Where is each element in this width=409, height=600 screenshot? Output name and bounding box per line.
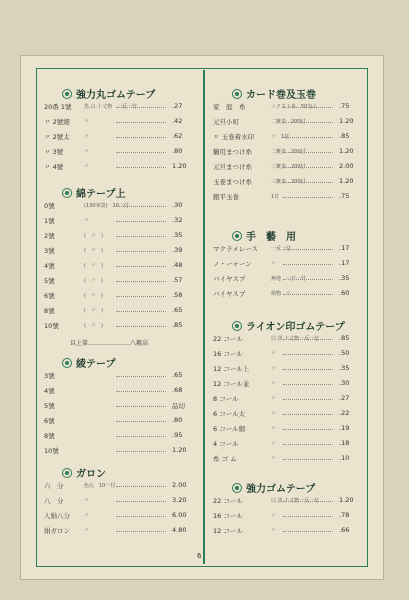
leader-dots <box>116 99 166 108</box>
leader-dots <box>116 398 166 407</box>
item-name: 12 コール上 <box>213 365 250 373</box>
item-name: 22 コール <box>213 335 243 343</box>
circle-mark-icon <box>62 468 72 478</box>
section-title-text: 綿テープ上 <box>76 189 126 200</box>
price-row <box>213 364 361 376</box>
price-row <box>213 102 361 114</box>
leader-dots <box>283 361 333 370</box>
leader-dots <box>283 99 333 108</box>
item-description: 〃 <box>271 441 277 447</box>
item-name: 8號 <box>44 432 55 440</box>
leader-dots <box>116 428 166 437</box>
item-description: 二鍍表 200付 <box>271 149 306 155</box>
price-row <box>213 132 361 144</box>
page-number: 6 <box>197 552 202 560</box>
item-description: 無地 一打一付 <box>271 276 307 282</box>
leader-dots <box>283 421 333 430</box>
circle-mark-icon <box>232 483 242 493</box>
item-price: 6.00 <box>172 511 187 519</box>
leader-dots <box>116 383 166 392</box>
item-price: 1.20 <box>172 446 187 454</box>
leader-dots <box>116 318 166 327</box>
leader-dots <box>116 508 166 517</box>
price-row <box>213 511 361 523</box>
section-title-text: ライオン印ゴムテープ <box>246 322 345 333</box>
leader-dots <box>116 288 166 297</box>
item-price: .62 <box>172 132 183 140</box>
item-name: 六 分 <box>44 482 64 490</box>
item-price: .18 <box>339 439 350 447</box>
item-name: 6 コール細 <box>213 425 246 433</box>
item-description: 〃 <box>271 426 277 432</box>
price-row <box>213 192 361 204</box>
item-description: 〃 <box>84 134 90 140</box>
item-name: 16 コール <box>213 350 243 358</box>
price-row <box>213 454 361 466</box>
item-price: .30 <box>172 201 183 209</box>
leader-dots <box>283 159 333 168</box>
item-description: ( 〃 ) <box>84 293 103 299</box>
price-row <box>44 201 194 213</box>
price-row <box>44 117 194 129</box>
item-name: 元旦小町 <box>213 118 239 126</box>
leader-dots <box>283 129 333 138</box>
item-name: 家 庭 糸 <box>213 103 246 111</box>
section-title-text: ガロン <box>76 469 106 480</box>
circle-mark-icon <box>62 358 72 368</box>
leader-dots <box>116 478 166 487</box>
item-name: 12 コール <box>213 527 243 535</box>
item-description: 三鍍表 200付 <box>271 164 306 170</box>
item-description: 一反一付 <box>271 246 292 252</box>
item-name: バイヤスプ <box>213 275 246 283</box>
price-row <box>44 386 194 398</box>
item-name: 0號 <box>44 202 55 210</box>
item-price: .35 <box>172 231 183 239</box>
leader-dots <box>116 493 166 502</box>
item-price: .65 <box>172 371 183 379</box>
item-price: .19 <box>339 424 350 432</box>
item-price: 1.20 <box>172 162 187 170</box>
item-price: .27 <box>339 394 350 402</box>
price-row <box>213 334 361 346</box>
item-price: .78 <box>339 511 350 519</box>
item-price: .22 <box>339 409 350 417</box>
item-price: 1.20 <box>339 117 354 125</box>
item-description: ( 〃 ) <box>84 323 103 329</box>
item-name: 10號 <box>44 447 59 455</box>
circle-mark-icon <box>232 231 242 241</box>
item-name: 6號 <box>44 417 55 425</box>
leader-dots <box>283 391 333 400</box>
item-name: 16 コール <box>213 512 243 520</box>
column-divider <box>203 70 205 564</box>
item-name: 8 コール <box>213 395 239 403</box>
item-description: 白.黒 十丈物一反一付 <box>271 498 320 504</box>
item-description: ( 〃 ) <box>84 308 103 314</box>
price-row <box>213 259 361 271</box>
price-row <box>213 162 361 174</box>
price-row <box>213 177 361 189</box>
section-title <box>62 355 116 370</box>
section-title-text: 手 藝 用 <box>246 232 296 243</box>
item-name: 4 コール <box>213 440 239 448</box>
item-name: 3號 <box>44 247 55 255</box>
item-price: .42 <box>172 117 183 125</box>
circle-mark-icon <box>62 89 72 99</box>
leader-dots <box>283 406 333 415</box>
circle-mark-icon <box>62 188 72 198</box>
price-row <box>44 162 194 174</box>
item-price: .75 <box>339 102 350 110</box>
leader-dots <box>283 256 333 265</box>
item-description: ( 〃 ) <box>84 248 103 254</box>
leader-dots <box>116 273 166 282</box>
item-name: 〃 玉巻着水印 <box>213 133 255 141</box>
leader-dots <box>283 241 333 250</box>
item-name: 12 コール並 <box>213 380 250 388</box>
item-name: 20番 1號 <box>44 103 72 111</box>
leader-dots <box>283 174 333 183</box>
item-price: .58 <box>172 291 183 299</box>
item-description: (130米袋) 10一付 <box>84 203 129 209</box>
item-price: 品切 <box>172 402 185 410</box>
item-description: 〃 <box>271 381 277 387</box>
leader-dots <box>283 346 333 355</box>
price-row <box>213 274 361 286</box>
item-description: ( 〃 ) <box>84 233 103 239</box>
item-price: 1.20 <box>339 496 354 504</box>
price-row <box>44 321 194 333</box>
item-name: 〃 2號太 <box>44 133 70 141</box>
price-row <box>213 349 361 361</box>
item-price: .80 <box>172 416 183 424</box>
item-name: 〃 4號 <box>44 163 64 171</box>
item-description: 〃 <box>84 164 90 170</box>
price-row <box>213 526 361 538</box>
item-description: ( 〃 ) <box>84 278 103 284</box>
leader-dots <box>283 271 333 280</box>
item-name: 5號 <box>44 277 55 285</box>
price-row <box>213 496 361 508</box>
item-price: .35 <box>339 364 350 372</box>
item-price: .66 <box>339 526 350 534</box>
item-price: .10 <box>339 454 350 462</box>
price-row <box>213 117 361 129</box>
item-price: 3.20 <box>172 496 187 504</box>
item-description: 〃 <box>271 456 277 462</box>
item-price: .17 <box>339 244 350 252</box>
leader-dots <box>283 451 333 460</box>
item-price: 2.00 <box>172 481 187 489</box>
leader-dots <box>116 144 166 153</box>
item-description: 〃 <box>84 498 90 504</box>
item-name: 3號 <box>44 372 55 380</box>
circle-mark-icon <box>232 321 242 331</box>
item-price: .17 <box>339 259 350 267</box>
item-description: 〃 <box>271 411 277 417</box>
item-name: 鶴用まつけ糸 <box>213 148 252 156</box>
price-row <box>44 511 194 523</box>
item-name: 22 コール <box>213 497 243 505</box>
leader-dots <box>116 228 166 237</box>
price-row <box>44 371 194 383</box>
price-row <box>213 244 361 256</box>
item-name: 4號 <box>44 262 55 270</box>
item-description: 〃 <box>271 351 277 357</box>
item-price: 2.00 <box>339 162 354 170</box>
leader-dots <box>283 331 333 340</box>
item-description: 色込 10一付 <box>84 483 116 489</box>
item-name: バイヤスプ <box>213 290 246 298</box>
section-title <box>62 465 106 480</box>
circle-mark-icon <box>232 89 242 99</box>
item-price: .65 <box>172 306 183 314</box>
item-name: 〃 2號細 <box>44 118 70 126</box>
price-row <box>44 401 194 413</box>
item-price: .85 <box>172 321 183 329</box>
price-row <box>213 379 361 391</box>
leader-dots <box>283 523 333 532</box>
item-name: 5號 <box>44 402 55 410</box>
item-description: 白.黒 十丈物一反一付 <box>271 336 320 342</box>
item-price: .48 <box>172 261 183 269</box>
section-title-text: 強力ゴムテープ <box>246 484 316 495</box>
price-row <box>213 289 361 301</box>
price-row <box>213 147 361 159</box>
item-description: ( 〃 ) <box>84 263 103 269</box>
item-name: 2號 <box>44 232 55 240</box>
section-title-text: 綾テープ <box>76 359 116 370</box>
price-row <box>44 147 194 159</box>
price-row <box>213 439 361 451</box>
leader-dots <box>116 303 166 312</box>
item-description: ニクスト糸 50匁入 <box>271 104 318 110</box>
item-description: 黒.白.十丈物 一反一付 <box>84 104 138 110</box>
item-name: ノ・ーャーン <box>213 260 252 268</box>
section-title-text: 強力丸ゴムテープ <box>76 90 156 101</box>
leader-dots <box>283 493 333 502</box>
leader-dots <box>116 114 166 123</box>
item-name: マクラメレース <box>213 245 258 253</box>
item-description: 〃 <box>271 396 277 402</box>
leader-dots <box>116 413 166 422</box>
section-title-text: カード巻及玉巻 <box>246 90 316 101</box>
item-description: 二鍍表 200付 <box>271 119 306 125</box>
item-description: 三鍍表 200付 <box>271 179 306 185</box>
note-line: 以上第…………………八鍍高 <box>70 340 149 347</box>
item-description: 1付 <box>271 194 280 200</box>
item-name: 〃 3號 <box>44 148 64 156</box>
leader-dots <box>116 258 166 267</box>
item-description: 〃 <box>271 513 277 519</box>
item-price: .39 <box>172 246 183 254</box>
price-row <box>44 216 194 228</box>
price-row <box>44 246 194 258</box>
item-name: 糸 ゴ ム <box>213 455 237 463</box>
item-price: 1.20 <box>339 147 354 155</box>
item-price: .35 <box>339 274 350 282</box>
leader-dots <box>283 189 333 198</box>
item-price: .27 <box>172 102 183 110</box>
item-price: .85 <box>339 132 350 140</box>
item-name: 1號 <box>44 217 55 225</box>
item-price: .80 <box>172 147 183 155</box>
item-price: .68 <box>172 386 183 394</box>
leader-dots <box>283 436 333 445</box>
leader-dots <box>283 144 333 153</box>
item-name: 6號 <box>44 292 55 300</box>
price-row <box>44 416 194 428</box>
item-description: 〃 <box>271 528 277 534</box>
price-row <box>213 424 361 436</box>
item-price: 4.80 <box>172 526 187 534</box>
item-description: 〃 <box>84 149 90 155</box>
price-row <box>44 276 194 288</box>
leader-dots <box>116 159 166 168</box>
leader-dots <box>116 443 166 452</box>
item-price: .50 <box>339 349 350 357</box>
item-price: .75 <box>339 192 350 200</box>
item-description: 柄物 〃 <box>271 291 292 297</box>
item-name: 八 分 <box>44 497 64 505</box>
item-price: .95 <box>172 431 183 439</box>
leader-dots <box>116 243 166 252</box>
item-name: 8號 <box>44 307 55 315</box>
item-price: .85 <box>339 334 350 342</box>
price-row <box>44 446 194 458</box>
leader-dots <box>116 129 166 138</box>
leader-dots <box>116 213 166 222</box>
leader-dots <box>116 368 166 377</box>
item-name: 銀平玉巻 <box>213 193 239 201</box>
item-price: .30 <box>339 379 350 387</box>
item-name: 6 コール太 <box>213 410 246 418</box>
price-row <box>213 394 361 406</box>
leader-dots <box>283 376 333 385</box>
price-row <box>44 231 194 243</box>
item-name: 4號 <box>44 387 55 395</box>
item-description: 〃 <box>84 513 90 519</box>
item-description: 〃 <box>271 366 277 372</box>
leader-dots <box>283 286 333 295</box>
price-row <box>44 481 194 493</box>
item-name: 10號 <box>44 322 59 330</box>
item-name: 絹ガロン <box>44 527 70 535</box>
price-row <box>44 102 194 114</box>
item-name: 元旦まつけ糸 <box>213 163 252 171</box>
price-row <box>44 132 194 144</box>
price-row <box>44 496 194 508</box>
price-row <box>44 431 194 443</box>
item-description: 〃 <box>84 218 90 224</box>
price-row <box>213 409 361 421</box>
item-price: .57 <box>172 276 183 284</box>
item-price: .32 <box>172 216 183 224</box>
item-description: 〃 <box>84 528 90 534</box>
leader-dots <box>283 508 333 517</box>
price-row <box>44 526 194 538</box>
item-price: 1.20 <box>339 177 354 185</box>
item-description: 〃 <box>271 261 277 267</box>
price-row <box>44 261 194 273</box>
price-row <box>44 291 194 303</box>
item-description: 〃 1付 <box>271 134 290 140</box>
leader-dots <box>116 523 166 532</box>
item-name: 玉巻まつけ糸 <box>213 178 252 186</box>
price-row <box>44 306 194 318</box>
leader-dots <box>283 114 333 123</box>
item-description: 〃 <box>84 119 90 125</box>
item-price: .60 <box>339 289 350 297</box>
item-name: 人絹八分 <box>44 512 70 520</box>
leader-dots <box>116 198 166 207</box>
